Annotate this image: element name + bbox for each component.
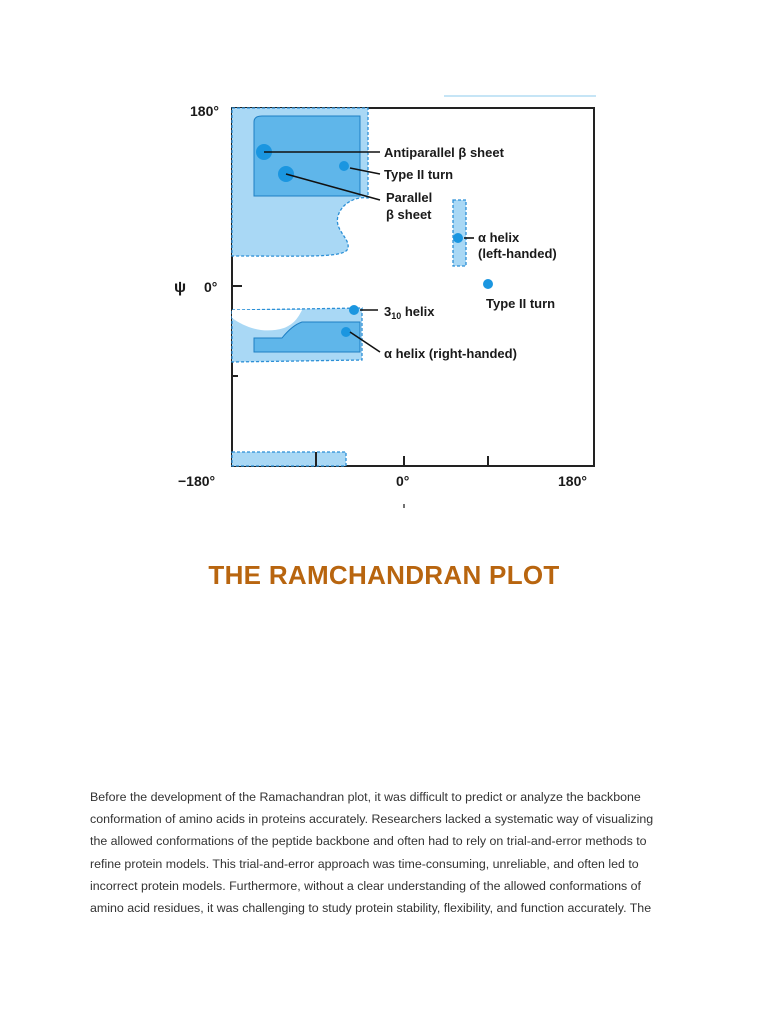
point-type2-turn-right (483, 279, 493, 289)
point-310-helix (349, 305, 359, 315)
label-310-main: 3 (384, 304, 392, 319)
ramachandran-plot (172, 88, 600, 508)
label-310-rest: helix (401, 304, 435, 319)
paragraph-line: amino acid residues, it was challenging to study protein stability, flexibility, and function accurately. The (90, 901, 652, 916)
x-tick-label-neg180: −180° (178, 473, 216, 489)
label-alpha-right: α helix (right-handed) (384, 346, 517, 361)
paragraph-line: conformation of amino acids in proteins accurately. Researchers lacked a systematic way of visualizing (90, 812, 654, 827)
label-type2-right: Type II turn (486, 296, 556, 311)
y-tick-label-0: 0° (204, 279, 218, 295)
y-axis-symbol: ψ (174, 279, 187, 296)
alpha-left-region (453, 200, 466, 266)
page-title: THE RAMCHANDRAN PLOT (208, 560, 560, 590)
bottom-region (232, 452, 346, 466)
ramachandran-figure (172, 88, 600, 508)
paragraph-line: the allowed conformations of the peptide backbone and often had to rely on trial-and-error methods to (90, 834, 647, 849)
paragraph-line: refine protein models. This trial-and-error approach was time-consuming, unreliable, and often led to (90, 856, 639, 871)
label-alpha-left-2: (left-handed) (478, 246, 557, 261)
label-310-sub: 10 (391, 311, 402, 321)
label-parallel-1: Parallel (386, 190, 433, 205)
label-310-helix (384, 304, 435, 321)
paragraph-line: Before the development of the Ramachandran plot, it was difficult to predict or analyze the backbone (90, 790, 641, 804)
point-type2-turn (339, 161, 349, 171)
point-alpha-left (453, 233, 463, 243)
label-parallel-2: β sheet (386, 207, 432, 222)
y-tick-label-180: 180° (190, 103, 219, 119)
label-type2-top: Type II turn (384, 167, 454, 182)
x-tick-label-0: 0° (396, 473, 410, 489)
label-alpha-left-1: α helix (478, 230, 520, 245)
point-alpha-right (341, 327, 351, 337)
x-tick-label-180: 180° (558, 473, 587, 489)
body-paragraph (90, 786, 670, 919)
label-antiparallel: Antiparallel β sheet (384, 145, 504, 160)
paragraph-line: incorrect protein models. Furthermore, without a clear understanding of the allowed conformations of (90, 878, 641, 893)
